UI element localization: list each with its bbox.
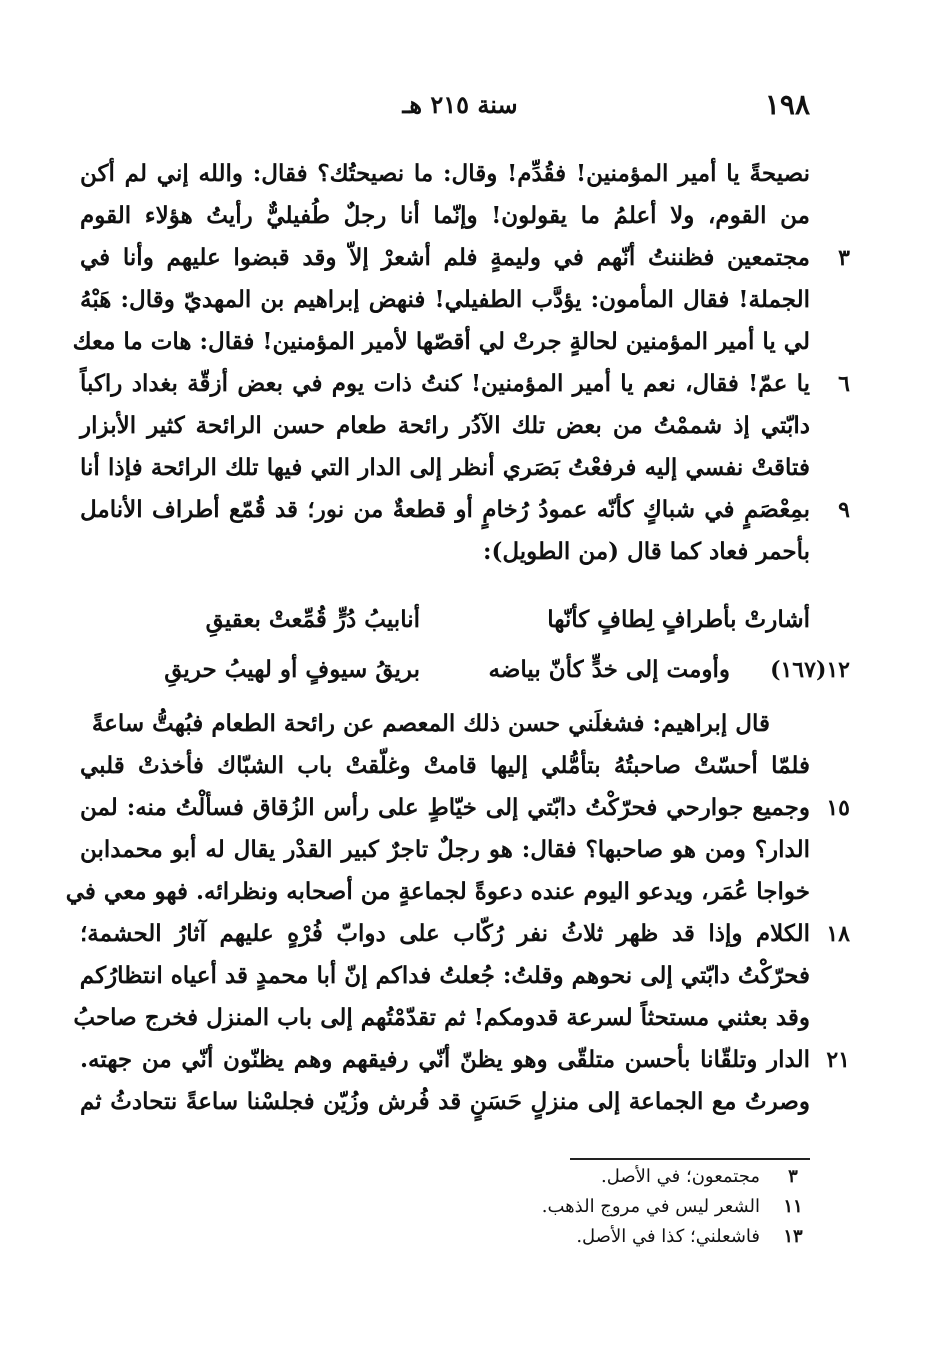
line-text: وقد بعثني مستحثاً لسرعة قدومكم! ثم تقدّمْتُهم إلى باب المنزل فخرج صاحبُ [73, 1004, 810, 1031]
text-line [80, 489, 850, 531]
running-head: سنة ٢١٥ هـ [402, 90, 518, 119]
paragraph-2 [65, 703, 850, 1123]
verse-number: ١٢(١٦٧) [770, 657, 850, 683]
footnotes [410, 1162, 810, 1252]
text-line [80, 405, 810, 447]
paragraph-1 [72, 153, 850, 573]
line-text: فلمّا أحسّتْ صاحبتُهُ بتأمُّلي إليها قامتْ وغلّقتْ باب الشبّاك فأخذتْ قلبي [80, 752, 810, 779]
line-number: ٩ [838, 497, 850, 523]
verse-first-hemistich: وأومت إلى خدٍّ كأنّ بياضه [488, 656, 730, 683]
text-line [80, 829, 810, 871]
text-line [80, 531, 810, 573]
footnote [410, 1192, 810, 1222]
line-number: ١٥ [826, 795, 850, 821]
text-line [80, 913, 850, 955]
verse-second-hemistich: بريقُ سيوفٍ أو لهيبُ حريقِ [164, 656, 420, 683]
line-text: نصيحةً يا أمير المؤمنين! فقُدِّم! وقال: ما نصيحتُك؟ فقال: والله إني لم أكن [80, 160, 810, 187]
line-text: قال إبراهيم: فشغلَني حسن ذلك المعصم عن رائحة الطعام فبُهتُّ ساعةً [91, 710, 770, 737]
line-text: فحرّكْتُ دابّتي إلى نحوهم وقلتُ: جُعلتُ فداكم إنّ أبا محمدٍ قد أعياه انتظارُكم [79, 962, 810, 989]
verse-second-hemistich: أنابيبُ دُرٍّ قُمِّعتْ بعقيقِ [205, 606, 420, 633]
footnote-text: مجتمعون؛ في الأصل. [601, 1166, 760, 1187]
line-text: من القوم، ولا أعلمُ ما يقولون! وإنّما أنا رجلٌ طُفيليٌّ رأيتُ هؤلاء القوم [80, 202, 810, 229]
text-line [80, 703, 810, 745]
page-number: ١٩٨ [764, 88, 810, 121]
footnote [410, 1222, 810, 1252]
line-text: يا عمّ! فقال، نعم يا أمير المؤمنين! كنتُ ذات يوم في بعض أزقّة بغداد راكباً [80, 370, 810, 397]
footnote-divider [570, 1158, 810, 1160]
text-line [73, 997, 810, 1039]
text-line [80, 1081, 810, 1123]
line-text: الدار وتلقّانا بأحسن متلقّى وهو يظنّ أنّي رفيقهم وهم يظنّون أنّي من جهته. [80, 1046, 810, 1073]
line-number: ٢١ [826, 1047, 850, 1073]
page-header [80, 88, 810, 128]
line-text: لي يا أمير المؤمنين لحالةٍ جرتْ لي أقصّها لأمير المؤمنين! فقال: هات ما معك [72, 328, 810, 355]
line-text: وصرتُ مع الجماعة إلى منزلٍ حَسَنٍ قد فُرش وزُيّن فجلسْنا ساعةً نتحادثُ ثم [80, 1088, 810, 1115]
text-line [80, 153, 810, 195]
text-line [65, 871, 810, 913]
footnote-number: ٣ [788, 1166, 798, 1187]
line-number: ٦ [838, 371, 850, 397]
text-line [80, 237, 850, 279]
line-text: فتاقتْ نفسي إليه فرفعْتُ بَصَري أنظر إلى الدار التي فيها تلك الرائحة فإذا أنا [80, 454, 810, 481]
line-text: وجميع جوارحي فحرّكْتُ دابّتي إلى خيّاطٍ على رأس الزُقاق فسألْتُ منه: لمن [80, 794, 810, 821]
text-line [80, 1039, 850, 1081]
line-text: خواجا عُمَر، ويدعو اليوم عنده دعوةً لجماعةٍ من أصحابه ونظرائه. فهو معي في [65, 878, 810, 905]
line-number: ٣ [838, 245, 850, 271]
verse-first-hemistich: أشارتْ بأطرافٍ لِطافٍ كأنّها [547, 606, 810, 633]
text-line [80, 195, 810, 237]
text-line [72, 321, 810, 363]
footnote-text: الشعر ليس في مروج الذهب. [541, 1196, 760, 1217]
line-text: مجتمعين فظننتُ أنّهم في وليمةٍ فلم أشعرْ إلاّ وقد قبضوا عليهم وأنا في [80, 244, 810, 271]
line-text: الكلام وإذا قد ظهر ثلاثُ نفر رُكّاب على دوابّ فُرْهٍ عليهم آثارُ الحشمة؛ [80, 920, 810, 947]
line-text: بأحمر فعاد كما قال (من الطويل): [482, 538, 810, 565]
footnote-number: ١٣ [783, 1226, 803, 1247]
line-text: دابّتي إذ شممْتُ من بعض تلك الآدُر رائحة طعام حسن الرائحة كثير الأبزار [80, 412, 810, 439]
text-line [80, 363, 850, 405]
footnote-text: فاشعلني؛ كذا في الأصل. [576, 1226, 760, 1247]
text-line [80, 745, 810, 787]
line-text: بمِعْصَمٍ في شباكٍ كأنّه عمودُ رُخامٍ أو قطعةٌ من نور؛ قد قُمّع أطراف الأنامل [80, 496, 810, 523]
line-text: الجملة! فقال المأمون: يؤدَّب الطفيلي! فنهض إبراهيم بن المهديّ وقال: هَبْهُ [80, 286, 810, 313]
verse [80, 645, 850, 695]
footnote-number: ١١ [783, 1196, 803, 1217]
line-text: الدار؟ ومن هو صاحبها؟ فقال: هو رجلٌ تاجرٌ كبير القدْر يقال له أبو محمدابن [80, 836, 810, 863]
text-line [80, 955, 810, 997]
text-line [80, 447, 810, 489]
footnote [410, 1162, 810, 1192]
poem [80, 595, 850, 695]
line-number: ١٨ [826, 921, 850, 947]
text-line [80, 787, 850, 829]
text-line [80, 279, 810, 321]
verse [80, 595, 850, 645]
